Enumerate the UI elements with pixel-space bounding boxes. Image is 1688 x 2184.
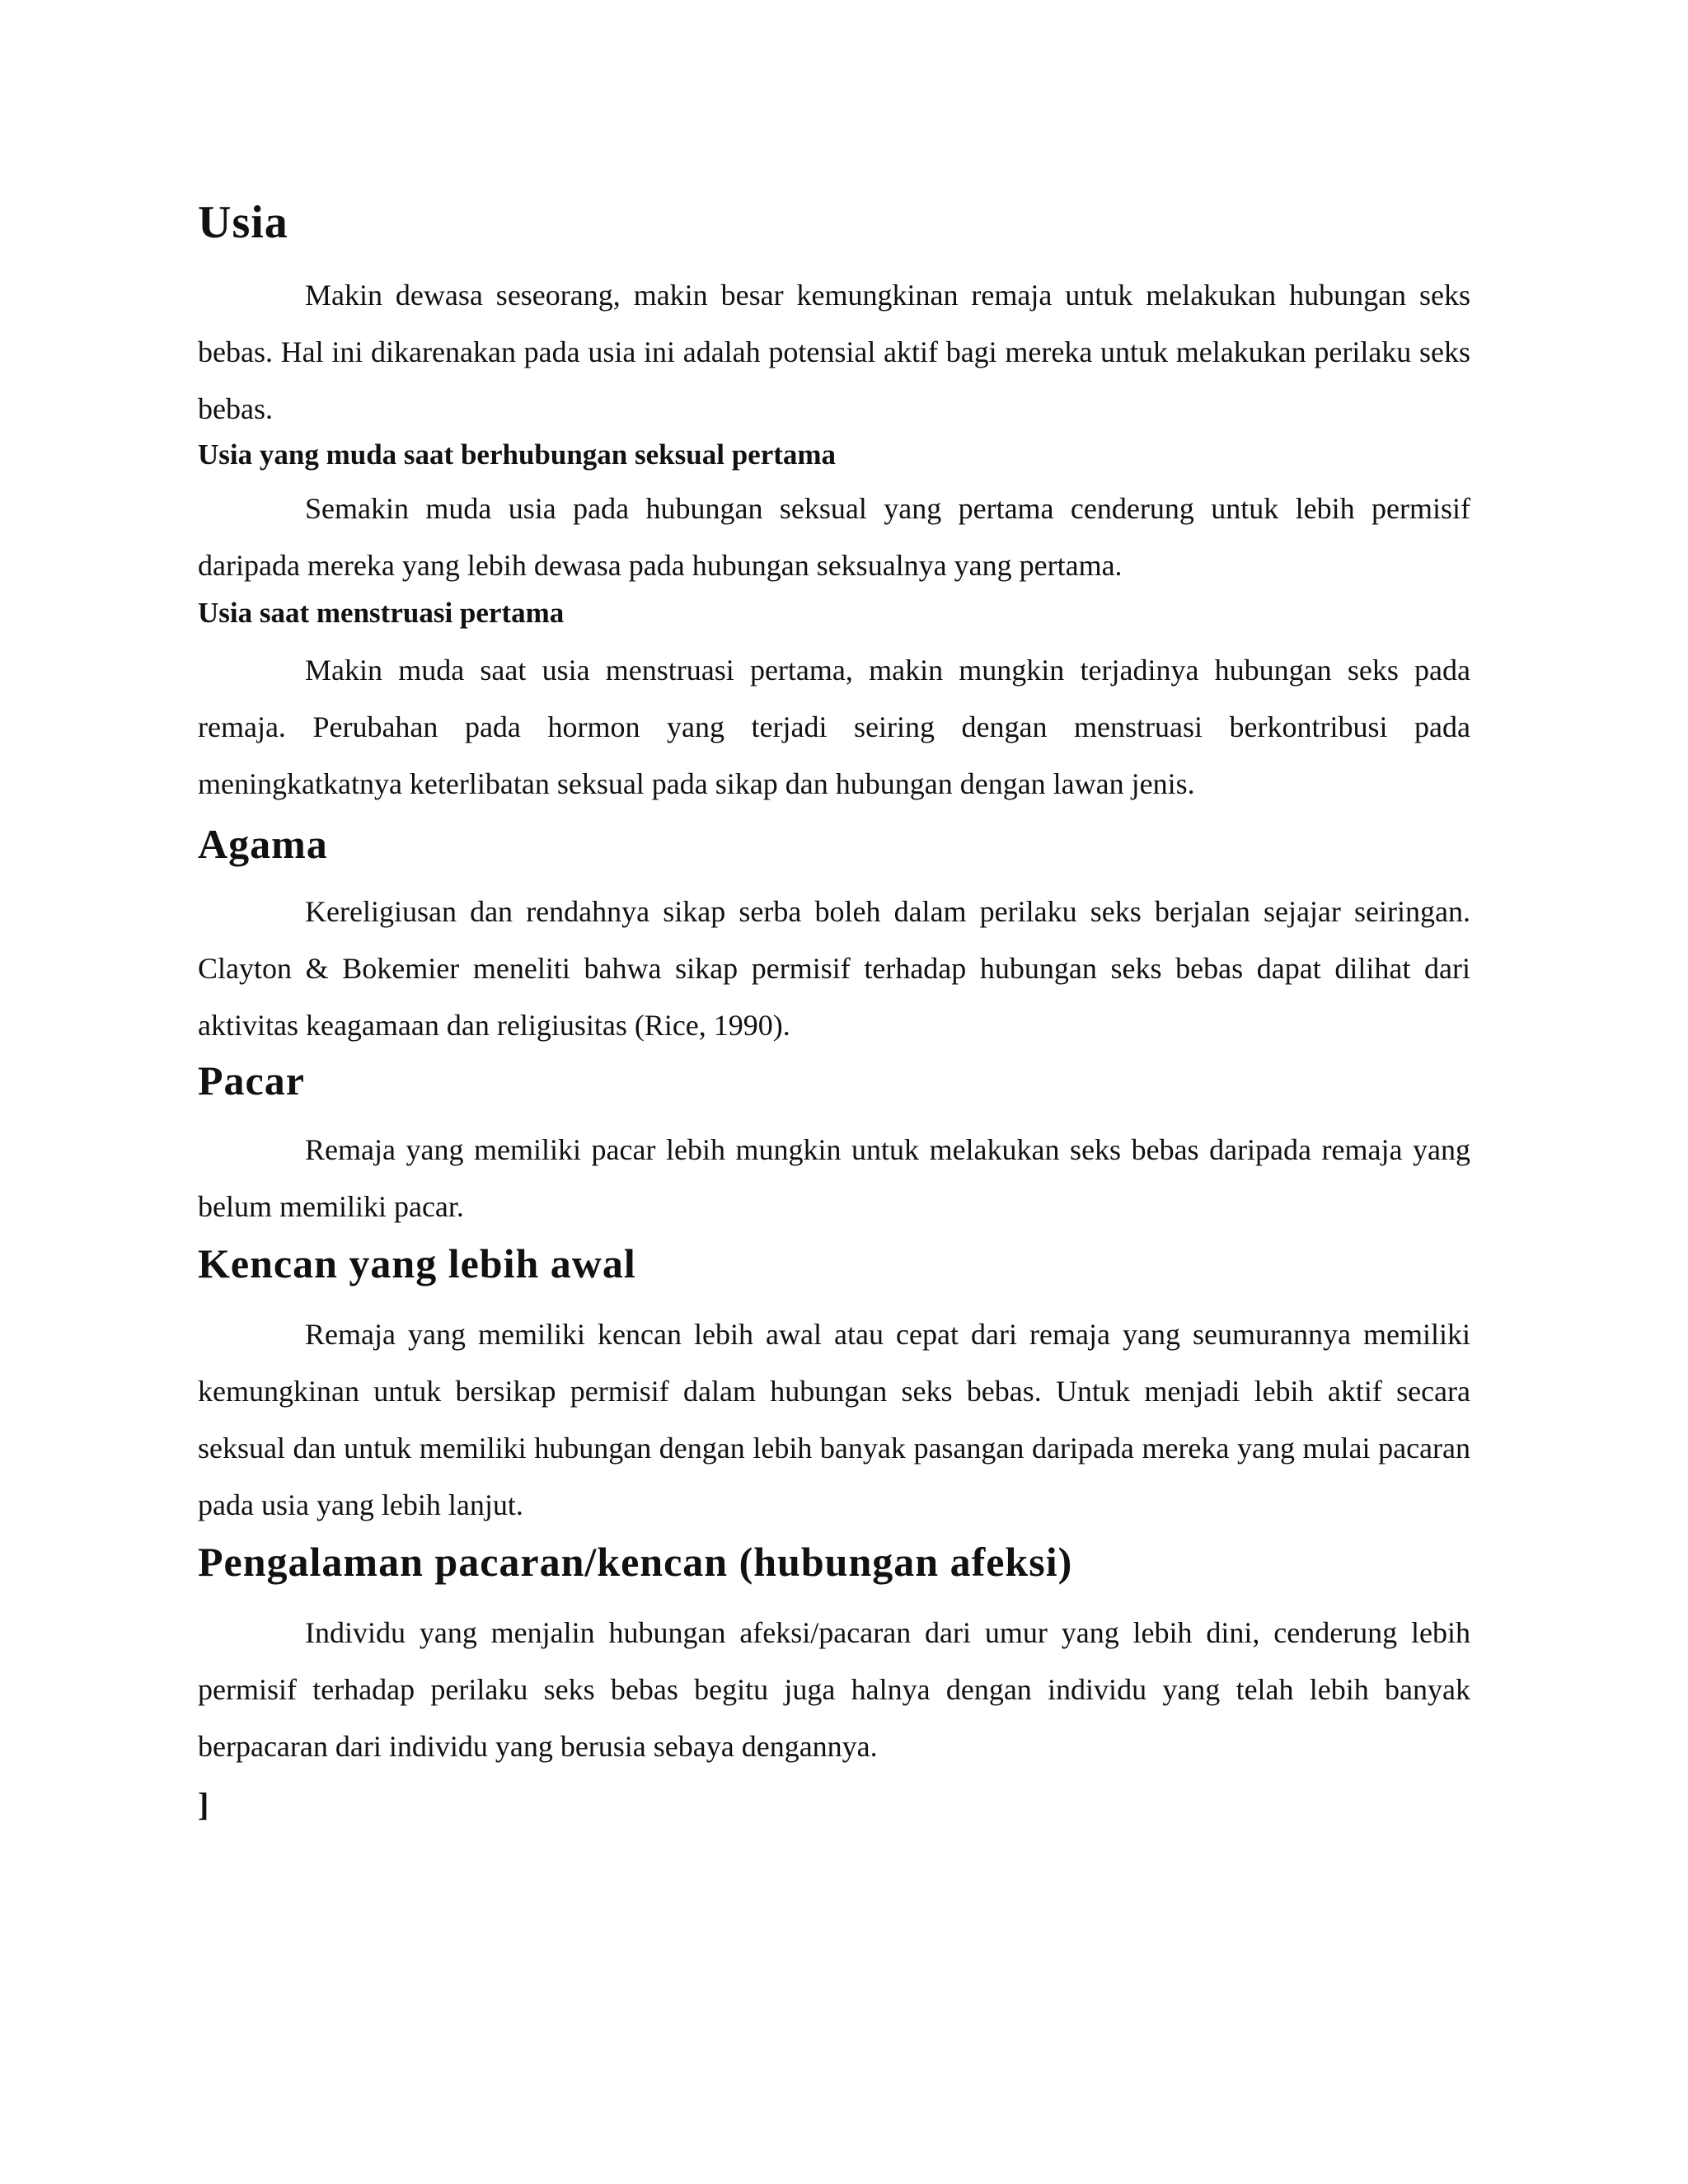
paragraph-kencan: Remaja yang memiliki kencan lebih awal atau cepat dari remaja yang seumurannya memiliki kemungkinan untuk bersikap permisif dalam hubungan seks bebas. Untuk menjadi lebih aktif secara seksual dan untuk memiliki hubungan dengan lebih banyak pasangan daripada mereka yang mulai pacaran pada usia yang lebih lanjut. — [198, 1318, 1470, 1521]
subheading-menstruasi: Usia saat menstruasi pertama — [198, 597, 565, 629]
subheading-usia-muda: Usia yang muda saat berhubungan seksual pertama — [198, 438, 837, 471]
paragraph-usia-muda: Semakin muda usia pada hubungan seksual yang pertama cenderung untuk lebih permisif daripada mereka yang lebih dewasa pada hubungan seksualnya yang pertama. — [198, 492, 1470, 582]
document-page — [198, 196, 1470, 1830]
section-heading-pacar: Pacar — [198, 1057, 305, 1104]
section-heading-pengalaman: Pengalaman pacaran/kencan (hubungan afeksi) — [198, 1539, 1073, 1585]
section-heading-agama: Agama — [198, 821, 328, 867]
paragraph-menstruasi: Makin muda saat usia menstruasi pertama, makin mungkin terjadinya hubungan seks pada remaja. Perubahan pada hormon yang terjadi seiring dengan menstruasi berkontribusi pada meningkatkatnya keterlibatan seksual pada sikap dan hubungan dengan lawan jenis. — [198, 654, 1470, 800]
section-heading-usia: Usia — [198, 197, 288, 248]
trailing-bracket: ] — [198, 1786, 209, 1823]
paragraph-usia: Makin dewasa seseorang, makin besar kemungkinan remaja untuk melakukan hubungan seks bebas. Hal ini dikarenakan pada usia ini adalah potensial aktif bagi mereka untuk melakukan perilaku seks bebas. — [198, 279, 1470, 425]
paragraph-agama: Kereligiusan dan rendahnya sikap serba boleh dalam perilaku seks berjalan sejajar seiringan. Clayton & Bokemier meneliti bahwa sikap permisif terhadap hubungan seks bebas dapat dilihat dari aktivitas keagamaan dan religiusitas (Rice, 1990). — [198, 895, 1470, 1042]
paragraph-pacar: Remaja yang memiliki pacar lebih mungkin untuk melakukan seks bebas daripada remaja yang belum memiliki pacar. — [198, 1133, 1470, 1223]
section-heading-kencan: Kencan yang lebih awal — [198, 1240, 636, 1286]
paragraph-pengalaman: Individu yang menjalin hubungan afeksi/pacaran dari umur yang lebih dini, cenderung lebih permisif terhadap perilaku seks bebas begitu juga halnya dengan individu yang telah lebih banyak berpacaran dari individu yang berusia sebaya dengannya. — [198, 1616, 1470, 1763]
